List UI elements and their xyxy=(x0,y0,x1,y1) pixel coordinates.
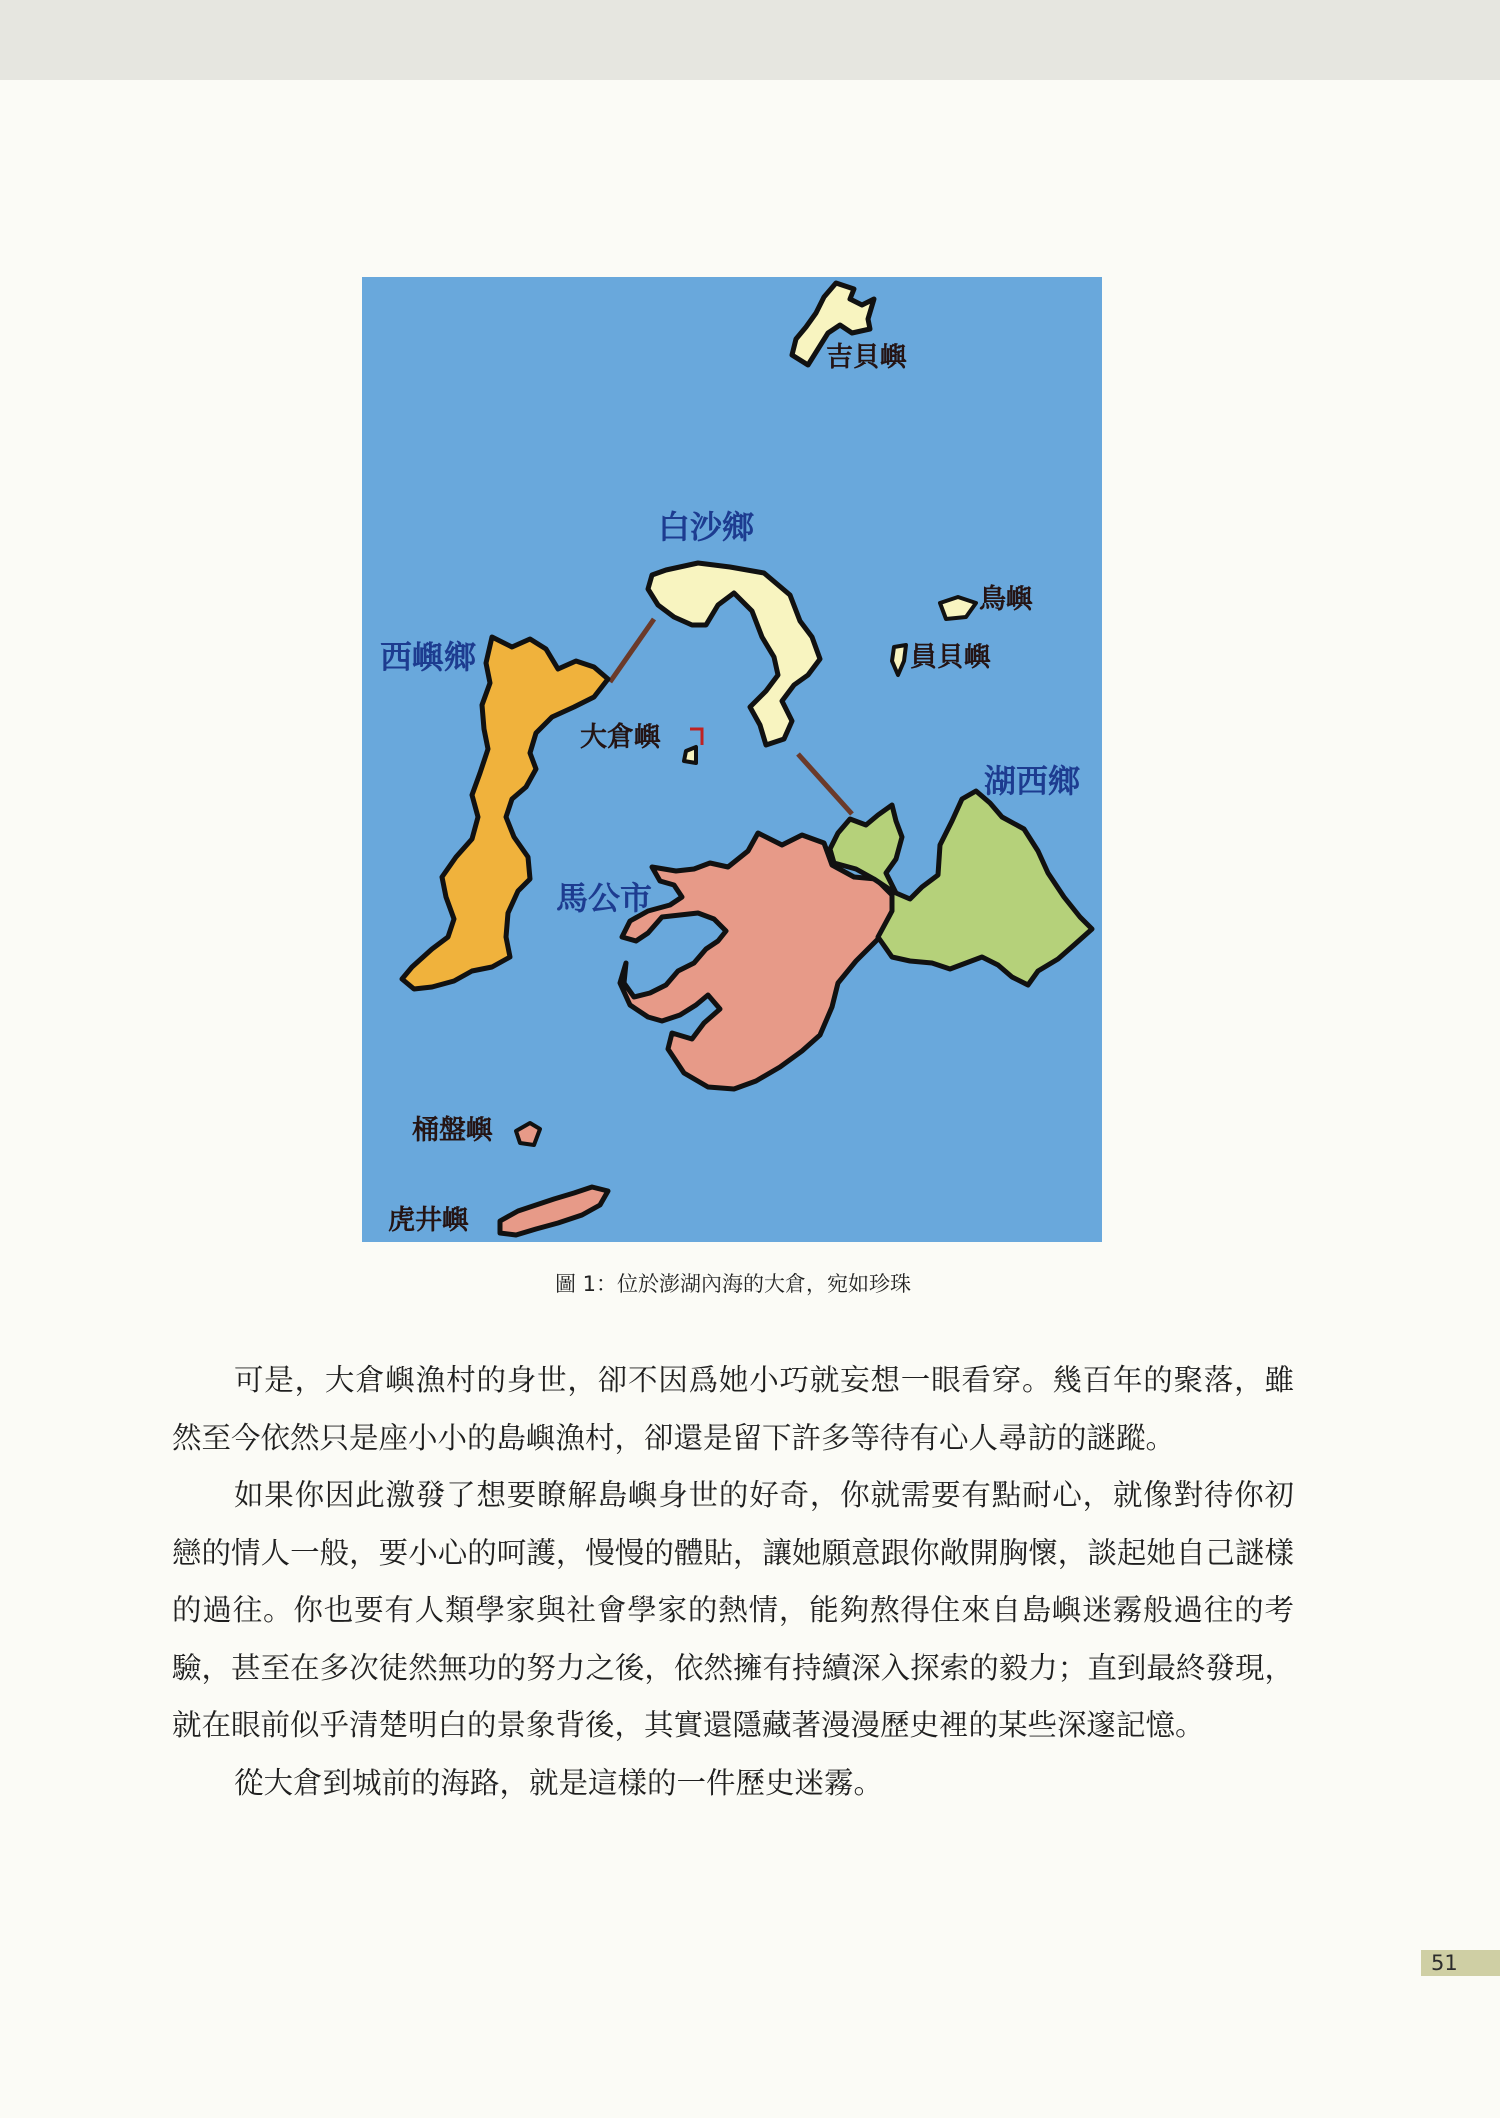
figure-caption: 圖 1：位於澎湖內海的大倉，宛如珍珠 xyxy=(554,1272,912,1296)
label-yuanbei: 員貝嶼 xyxy=(910,642,991,673)
penghu-map xyxy=(362,277,1102,1242)
label-hujing: 虎井嶼 xyxy=(388,1205,469,1236)
island-yuanbei xyxy=(892,645,906,675)
page-number: 51 xyxy=(1421,1950,1500,1976)
label-baisha: 白沙鄉 xyxy=(658,508,755,546)
bridge-baisha-huxi xyxy=(798,754,852,814)
paragraph-1: 可是，大倉嶼漁村的身世，卻不因爲她小巧就妄想一眼看穿。幾百年的聚落，雖然至今依然只是座小小的島嶼漁村，卻還是留下許多等待有心人尋訪的謎蹤。 xyxy=(172,1363,1294,1455)
paragraph-2: 如果你因此激發了想要瞭解島嶼身世的好奇，你就需要有點耐心，就像對待你初戀的情人一般，要小心的呵護，慢慢的體貼，讓她願意跟你敞開胸懷，談起她自己謎樣的過往。你也要有人類學家與社會學家的熱情，能夠熬得住來自島嶼迷霧般過往的考驗，甚至在多次徒然無功的努力之後，依然擁有持續深入探索的毅力；直到最終發現，就在眼前似乎清楚明白的景象背後，其實還隱藏著漫漫歷史裡的某些深邃記憶。 xyxy=(172,1478,1294,1742)
label-huxi: 湖西鄉 xyxy=(984,762,1081,800)
label-niao: 鳥嶼 xyxy=(979,584,1033,615)
label-jibei: 吉貝嶼 xyxy=(826,342,907,373)
island-dacang xyxy=(684,747,696,763)
island-hujing xyxy=(500,1187,608,1235)
township-xiyu xyxy=(402,637,608,989)
dacang-marker xyxy=(690,729,702,745)
body-text xyxy=(172,1352,1294,1812)
island-tongpan xyxy=(516,1123,540,1145)
paragraph-3: 從大倉到城前的海路，就是這樣的一件歷史迷霧。 xyxy=(234,1765,884,1800)
township-baisha xyxy=(648,563,820,745)
label-xiyu: 西嶼鄉 xyxy=(380,638,477,676)
bridge-xiyu-baisha xyxy=(610,619,654,682)
top-band xyxy=(0,0,1500,80)
map-shapes xyxy=(362,277,1102,1242)
island-niao xyxy=(940,597,976,619)
label-dacang: 大倉嶼 xyxy=(580,722,661,753)
label-tongpan: 桶盤嶼 xyxy=(412,1115,493,1146)
label-magong: 馬公市 xyxy=(556,879,653,917)
township-magong xyxy=(620,833,896,1089)
